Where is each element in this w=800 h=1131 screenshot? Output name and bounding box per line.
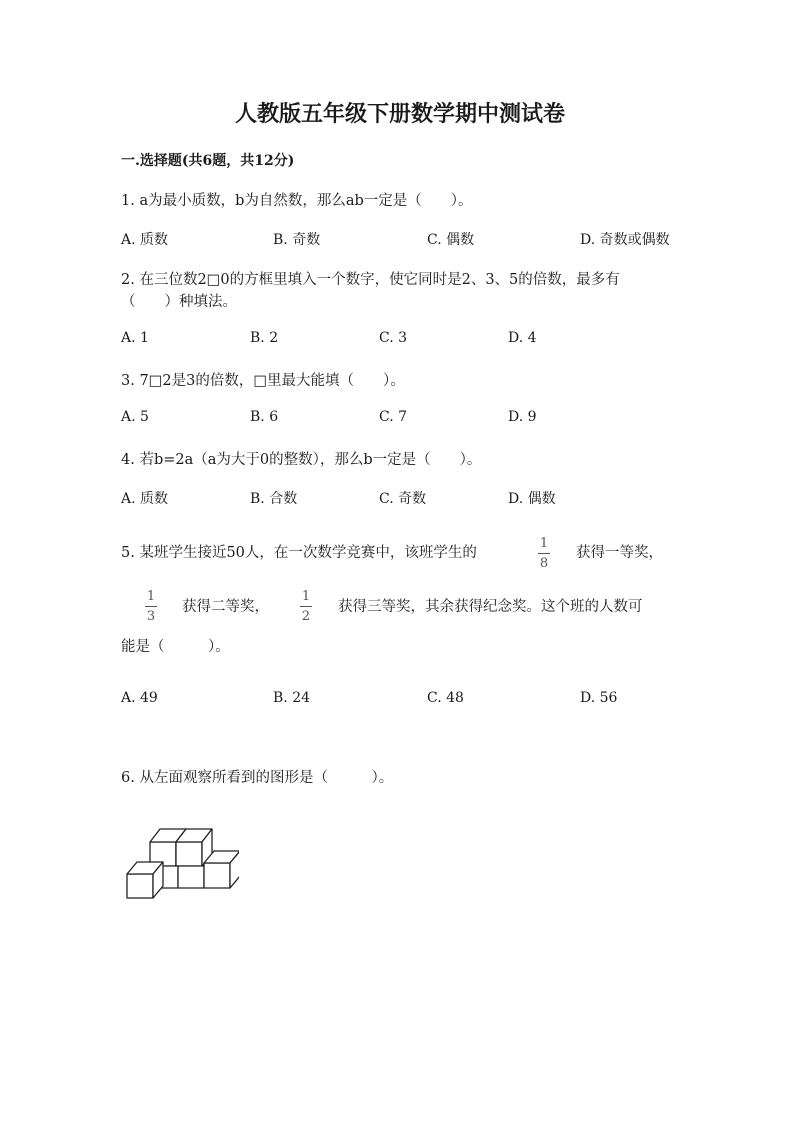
fraction-numerator: 1: [146, 589, 156, 604]
q3-option-c[interactable]: C. 7: [379, 409, 408, 425]
fraction-one-eighth: [538, 536, 550, 571]
fraction-denominator: 8: [539, 556, 549, 571]
question-3-stem: 3. 7□2是3的倍数，□里最大能填（ ）。: [121, 373, 405, 389]
question-5-stem-part5: 能是（ ）。: [121, 639, 230, 655]
q3-option-d[interactable]: D. 9: [508, 409, 537, 425]
question-5-stem-part2: 获得一等奖，: [576, 545, 663, 561]
q2-option-b[interactable]: B. 2: [250, 330, 279, 346]
q5-option-d[interactable]: D. 56: [580, 690, 618, 706]
q5-option-b[interactable]: B. 24: [273, 690, 311, 706]
fraction-denominator: 2: [301, 609, 311, 624]
fraction-numerator: 1: [539, 536, 549, 551]
fraction-denominator: 3: [146, 609, 156, 624]
question-5-stem-part4: 获得三等奖，其余获得纪念奖。这个班的人数可: [338, 599, 643, 615]
cube-stack-figure: [124, 826, 239, 901]
q1-option-c[interactable]: C. 偶数: [427, 232, 475, 248]
fraction-one-third: [145, 589, 157, 624]
fraction-bar: [538, 553, 550, 554]
q2-option-d[interactable]: D. 4: [508, 330, 537, 346]
question-5-stem-part3: 获得二等奖，: [182, 599, 269, 615]
q3-option-b[interactable]: B. 6: [250, 409, 279, 425]
fraction-bar: [300, 606, 312, 607]
q4-option-c[interactable]: C. 奇数: [379, 491, 427, 507]
q5-option-a[interactable]: A. 49: [121, 690, 158, 706]
page-title: 人教版五年级下册数学期中测试卷: [234, 101, 565, 127]
fraction-numerator: 1: [301, 589, 311, 604]
question-6-stem: 6. 从左面观察所看到的图形是（ ）。: [121, 770, 394, 786]
section-heading: 一.选择题(共6题，共12分): [121, 153, 295, 169]
q2-option-a[interactable]: A. 1: [121, 330, 149, 346]
q1-option-a[interactable]: A. 质数: [121, 232, 169, 248]
q2-option-c[interactable]: C. 3: [379, 330, 408, 346]
question-2-stem-line1: 2. 在三位数2□0的方框里填入一个数字，使它同时是2、3、5的倍数，最多有: [121, 272, 620, 288]
q4-option-b[interactable]: B. 合数: [250, 491, 298, 507]
question-5-stem-part1: 5. 某班学生接近50人，在一次数学竞赛中，该班学生的: [121, 545, 477, 561]
q1-option-b[interactable]: B. 奇数: [273, 232, 321, 248]
q5-option-c[interactable]: C. 48: [427, 690, 464, 706]
q4-option-d[interactable]: D. 偶数: [508, 491, 556, 507]
question-4-stem: 4. 若b=2a（a为大于0的整数），那么b一定是（ ）。: [121, 452, 482, 468]
fraction-one-half: [300, 589, 312, 624]
q3-option-a[interactable]: A. 5: [121, 409, 149, 425]
question-2-stem-line2: （ ）种填法。: [121, 294, 237, 310]
q1-option-d[interactable]: D. 奇数或偶数: [580, 232, 670, 248]
question-1-stem: 1. a为最小质数，b为自然数，那么ab一定是（ ）。: [121, 193, 473, 209]
q4-option-a[interactable]: A. 质数: [121, 491, 169, 507]
fraction-bar: [145, 606, 157, 607]
